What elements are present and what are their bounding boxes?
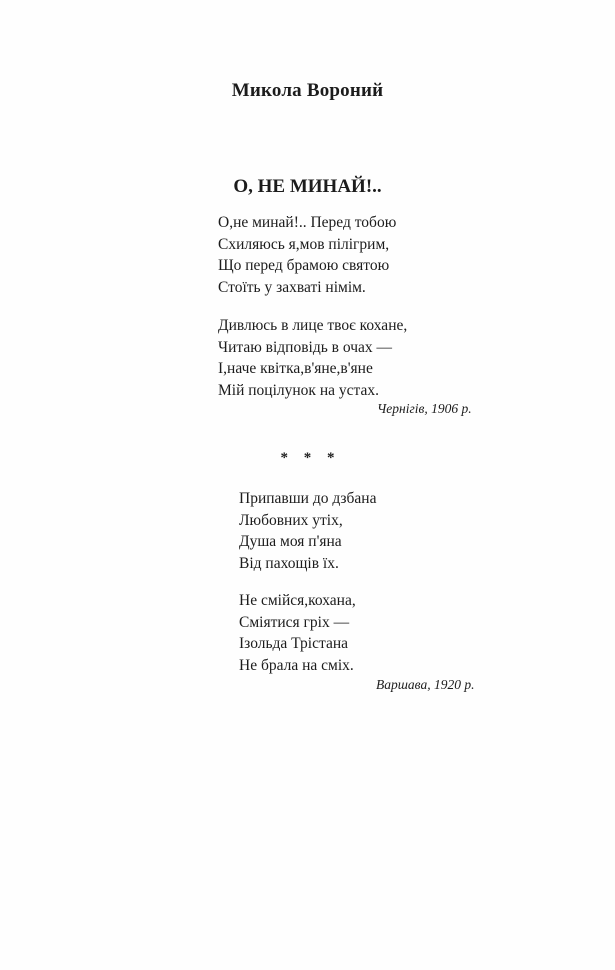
asterism-separator: * * * xyxy=(280,450,341,466)
verse-line: Схиляюсь я,мов пілігрим, xyxy=(218,235,390,253)
verse-line: Мій поцілунок на устах. xyxy=(218,381,379,399)
poem1-stanza-1 xyxy=(218,212,396,298)
verse-line: Від пахощів їх. xyxy=(239,554,339,572)
verse-line: Припавши до дзбана xyxy=(239,490,377,507)
poem1-signature: Чернігів, 1906 р. xyxy=(377,401,472,416)
poem-title: О, НЕ МИНАЙ!.. xyxy=(233,176,382,197)
verse-line: І,наче квітка,в'яне,в'яне xyxy=(218,360,373,377)
verse-line: Сміятися гріх — xyxy=(239,613,350,631)
author-name: Микола Вороний xyxy=(231,80,384,101)
poem2-stanza-2 xyxy=(239,590,356,676)
verse-line: Що перед брамою святою xyxy=(218,257,390,274)
verse-line: Стоїть у захваті німім. xyxy=(218,278,366,296)
verse-line: Читаю відповідь в очах — xyxy=(218,338,393,356)
poem2-stanza-1 xyxy=(239,488,377,574)
verse-line: Душа моя п'яна xyxy=(239,533,342,550)
verse-line: Дивлюсь в лице твоє кохане, xyxy=(218,317,408,334)
verse-line: Не смійся,кохана, xyxy=(239,592,356,609)
verse-line: О,не минай!.. Перед тобою xyxy=(218,214,397,231)
verse-line: Ізольда Трістана xyxy=(239,635,349,652)
poem2-signature: Варшава, 1920 р. xyxy=(376,677,475,692)
verse-line: Не брала на сміх. xyxy=(239,656,354,674)
poem1-stanza-2 xyxy=(218,315,407,401)
verse-line: Любовних утіх, xyxy=(239,511,343,529)
